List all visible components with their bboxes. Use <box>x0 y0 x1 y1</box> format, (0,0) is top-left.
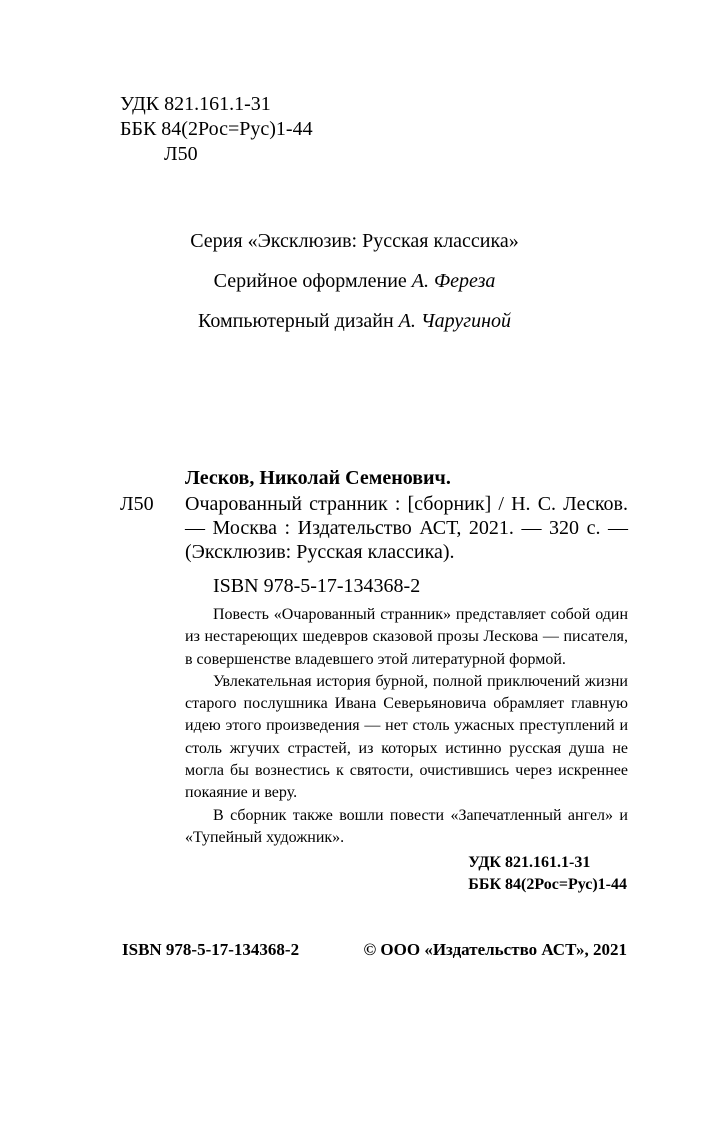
bbk-code: ББК 84(2Рос=Рус)1-44 <box>120 118 313 140</box>
annotation-paragraph-2: Увлекательная история бурной, полной приключений жизни старого послушника Ивана Северьяновича обрамляет главную идею этого произведения — нет столь ужасных преступлений и столь жгучих страстей, из которых истинно русская душа не могла бы вознестись к святости, очистившись через искреннее покаяние и веру. <box>185 672 628 802</box>
footer-isbn: ISBN 978-5-17-134368-2 <box>122 940 300 959</box>
footer-classification-codes <box>468 852 627 896</box>
layout-design-label: Компьютерный дизайн <box>198 310 394 332</box>
catalog-author: Лесков, Николай Семенович. <box>185 467 451 489</box>
footer-bbk-code: ББК 84(2Рос=Рус)1-44 <box>468 876 627 893</box>
catalog-isbn: ISBN 978-5-17-134368-2 <box>213 575 421 597</box>
classification-codes <box>120 92 313 167</box>
cover-designer-name: А. Фереза <box>411 270 496 292</box>
layout-designer-name: А. Чаругиной <box>398 310 511 332</box>
annotation <box>185 604 628 849</box>
cover-design-credit <box>0 270 709 293</box>
footer-udk-code: УДК 821.161.1-31 <box>468 854 591 871</box>
cover-design-label: Серийное оформление <box>213 270 407 292</box>
udk-code: УДК 821.161.1-31 <box>120 93 271 115</box>
author-mark: Л50 <box>164 143 198 165</box>
copyright: © ООО «Издательство АСТ», 2021 <box>363 940 627 959</box>
annotation-paragraph-3: В сборник также вошли повести «Запечатленный ангел» и «Тупейный художник». <box>185 806 628 846</box>
catalog-code: Л50 <box>120 493 154 515</box>
catalog-description: Очарованный странник : [сборник] / Н. С. Лесков. — Москва : Издательство АСТ, 2021. — 320 с. — (Эксклюзив: Русская классика). <box>185 493 628 563</box>
series-line: Серия «Эксклюзив: Русская классика» <box>190 230 519 252</box>
layout-design-credit <box>0 310 709 333</box>
annotation-paragraph-1: Повесть «Очарованный странник» представляет собой один из нестареющих шедевров сказовой прозы Лескова — писателя, в совершенстве владевшего этой литературной формой. <box>185 606 628 668</box>
